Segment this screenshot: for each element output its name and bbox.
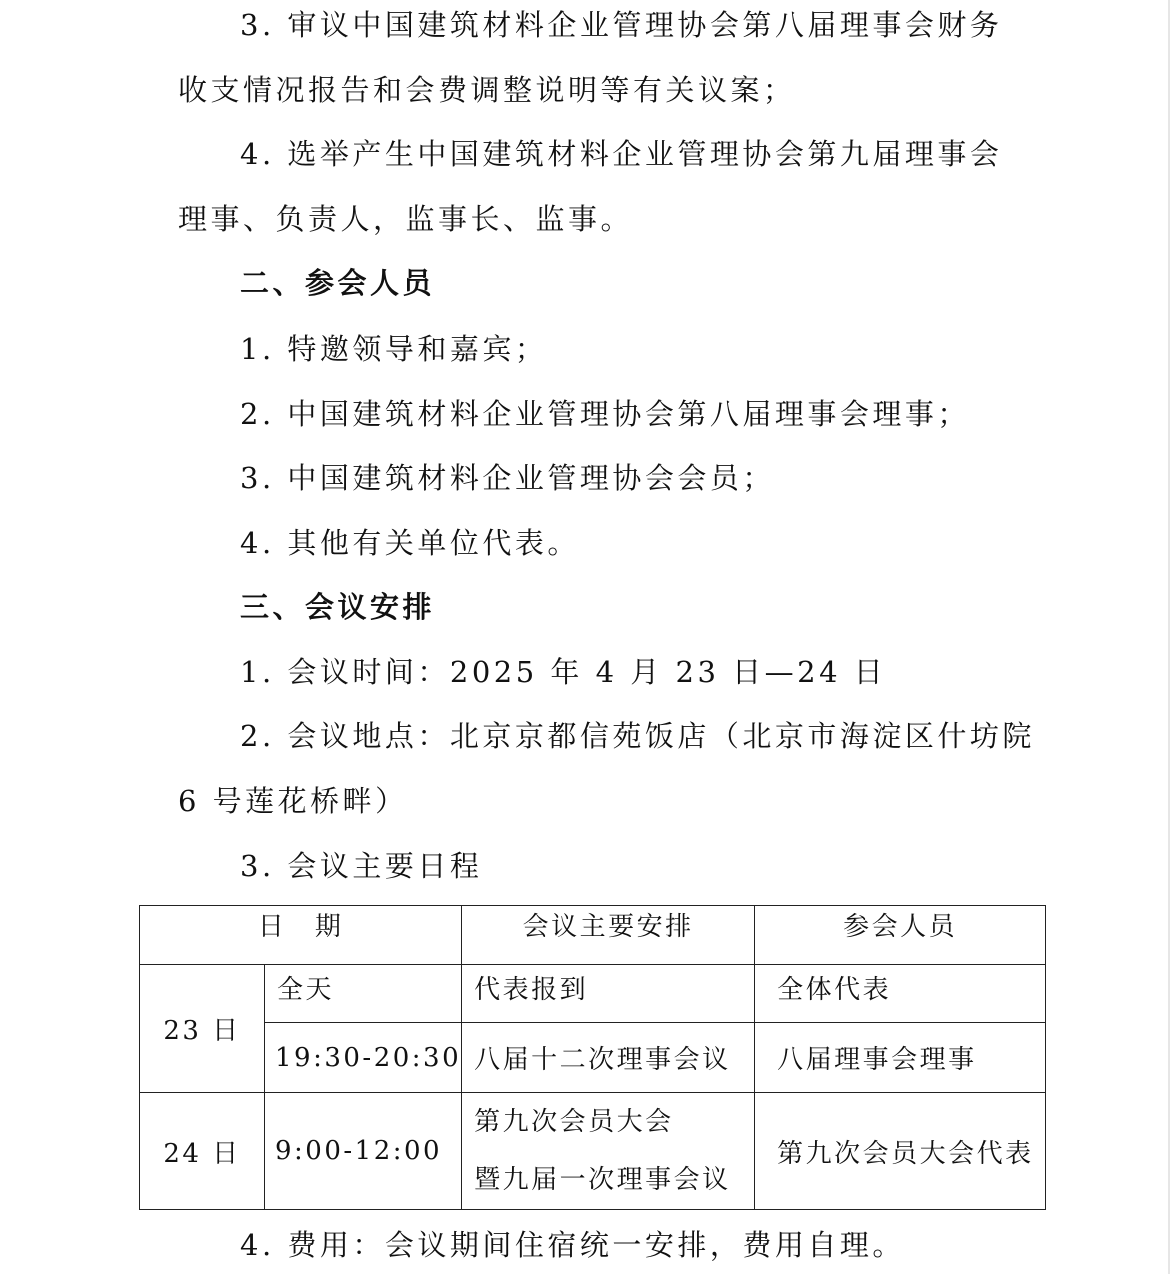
participant-item-3: 3. 中国建筑材料企业管理协会会员；	[240, 461, 775, 495]
time-cell: 全天	[265, 965, 462, 1023]
arrangement-line-1: 第九次会员大会	[474, 1107, 674, 1137]
arrangement-line-2: 暨九届一次理事会议	[474, 1165, 731, 1195]
meeting-time: 1. 会议时间：2025 年 4 月 23 日—24 日	[240, 655, 887, 689]
header-arrangement: 会议主要安排	[462, 906, 755, 965]
paragraph-3-line-1: 3. 审议中国建筑材料企业管理协会第八届理事会财务	[240, 8, 1003, 42]
people-cell: 第九次会员大会代表	[755, 1093, 1046, 1210]
participant-item-1: 1. 特邀领导和嘉宾；	[240, 332, 548, 366]
paragraph-4-line-1: 4. 选举产生中国建筑材料企业管理协会第九届理事会	[240, 137, 1003, 171]
arrangement-cell: 八届十二次理事会议	[462, 1023, 755, 1093]
table-header-row	[140, 906, 1046, 965]
arrangement-cell: 代表报到	[462, 965, 755, 1023]
time-cell: 9:00-12:00	[265, 1093, 462, 1210]
date-23: 23 日	[140, 965, 265, 1093]
participant-item-4: 4. 其他有关单位代表。	[240, 526, 580, 560]
section-2-heading: 二、参会人员	[240, 266, 436, 300]
schedule-title: 3. 会议主要日程	[240, 849, 483, 883]
header-people: 参会人员	[755, 906, 1046, 965]
section-3-heading: 三、会议安排	[240, 590, 436, 624]
arrangement-cell	[462, 1093, 755, 1210]
table-row	[140, 1023, 1046, 1093]
paragraph-3-line-2: 收支情况报告和会费调整说明等有关议案；	[178, 73, 796, 107]
date-24: 24 日	[140, 1093, 265, 1210]
time-cell: 19:30-20:30	[265, 1023, 462, 1093]
meeting-place-line-1: 2. 会议地点：北京京都信苑饭店（北京市海淀区什坊院	[240, 719, 1035, 753]
participant-item-2: 2. 中国建筑材料企业管理协会第八届理事会理事；	[240, 397, 970, 431]
table-row	[140, 965, 1046, 1023]
people-cell: 全体代表	[755, 965, 1046, 1023]
header-date: 日 期	[140, 906, 462, 965]
people-cell: 八届理事会理事	[755, 1023, 1046, 1093]
fees: 4. 费用：会议期间住宿统一安排，费用自理。	[240, 1228, 905, 1262]
table-row	[140, 1093, 1046, 1210]
meeting-place-line-2: 6 号莲花桥畔）	[178, 784, 408, 818]
paragraph-4-line-2: 理事、负责人，监事长、监事。	[178, 202, 634, 236]
schedule-table	[139, 905, 1046, 1210]
